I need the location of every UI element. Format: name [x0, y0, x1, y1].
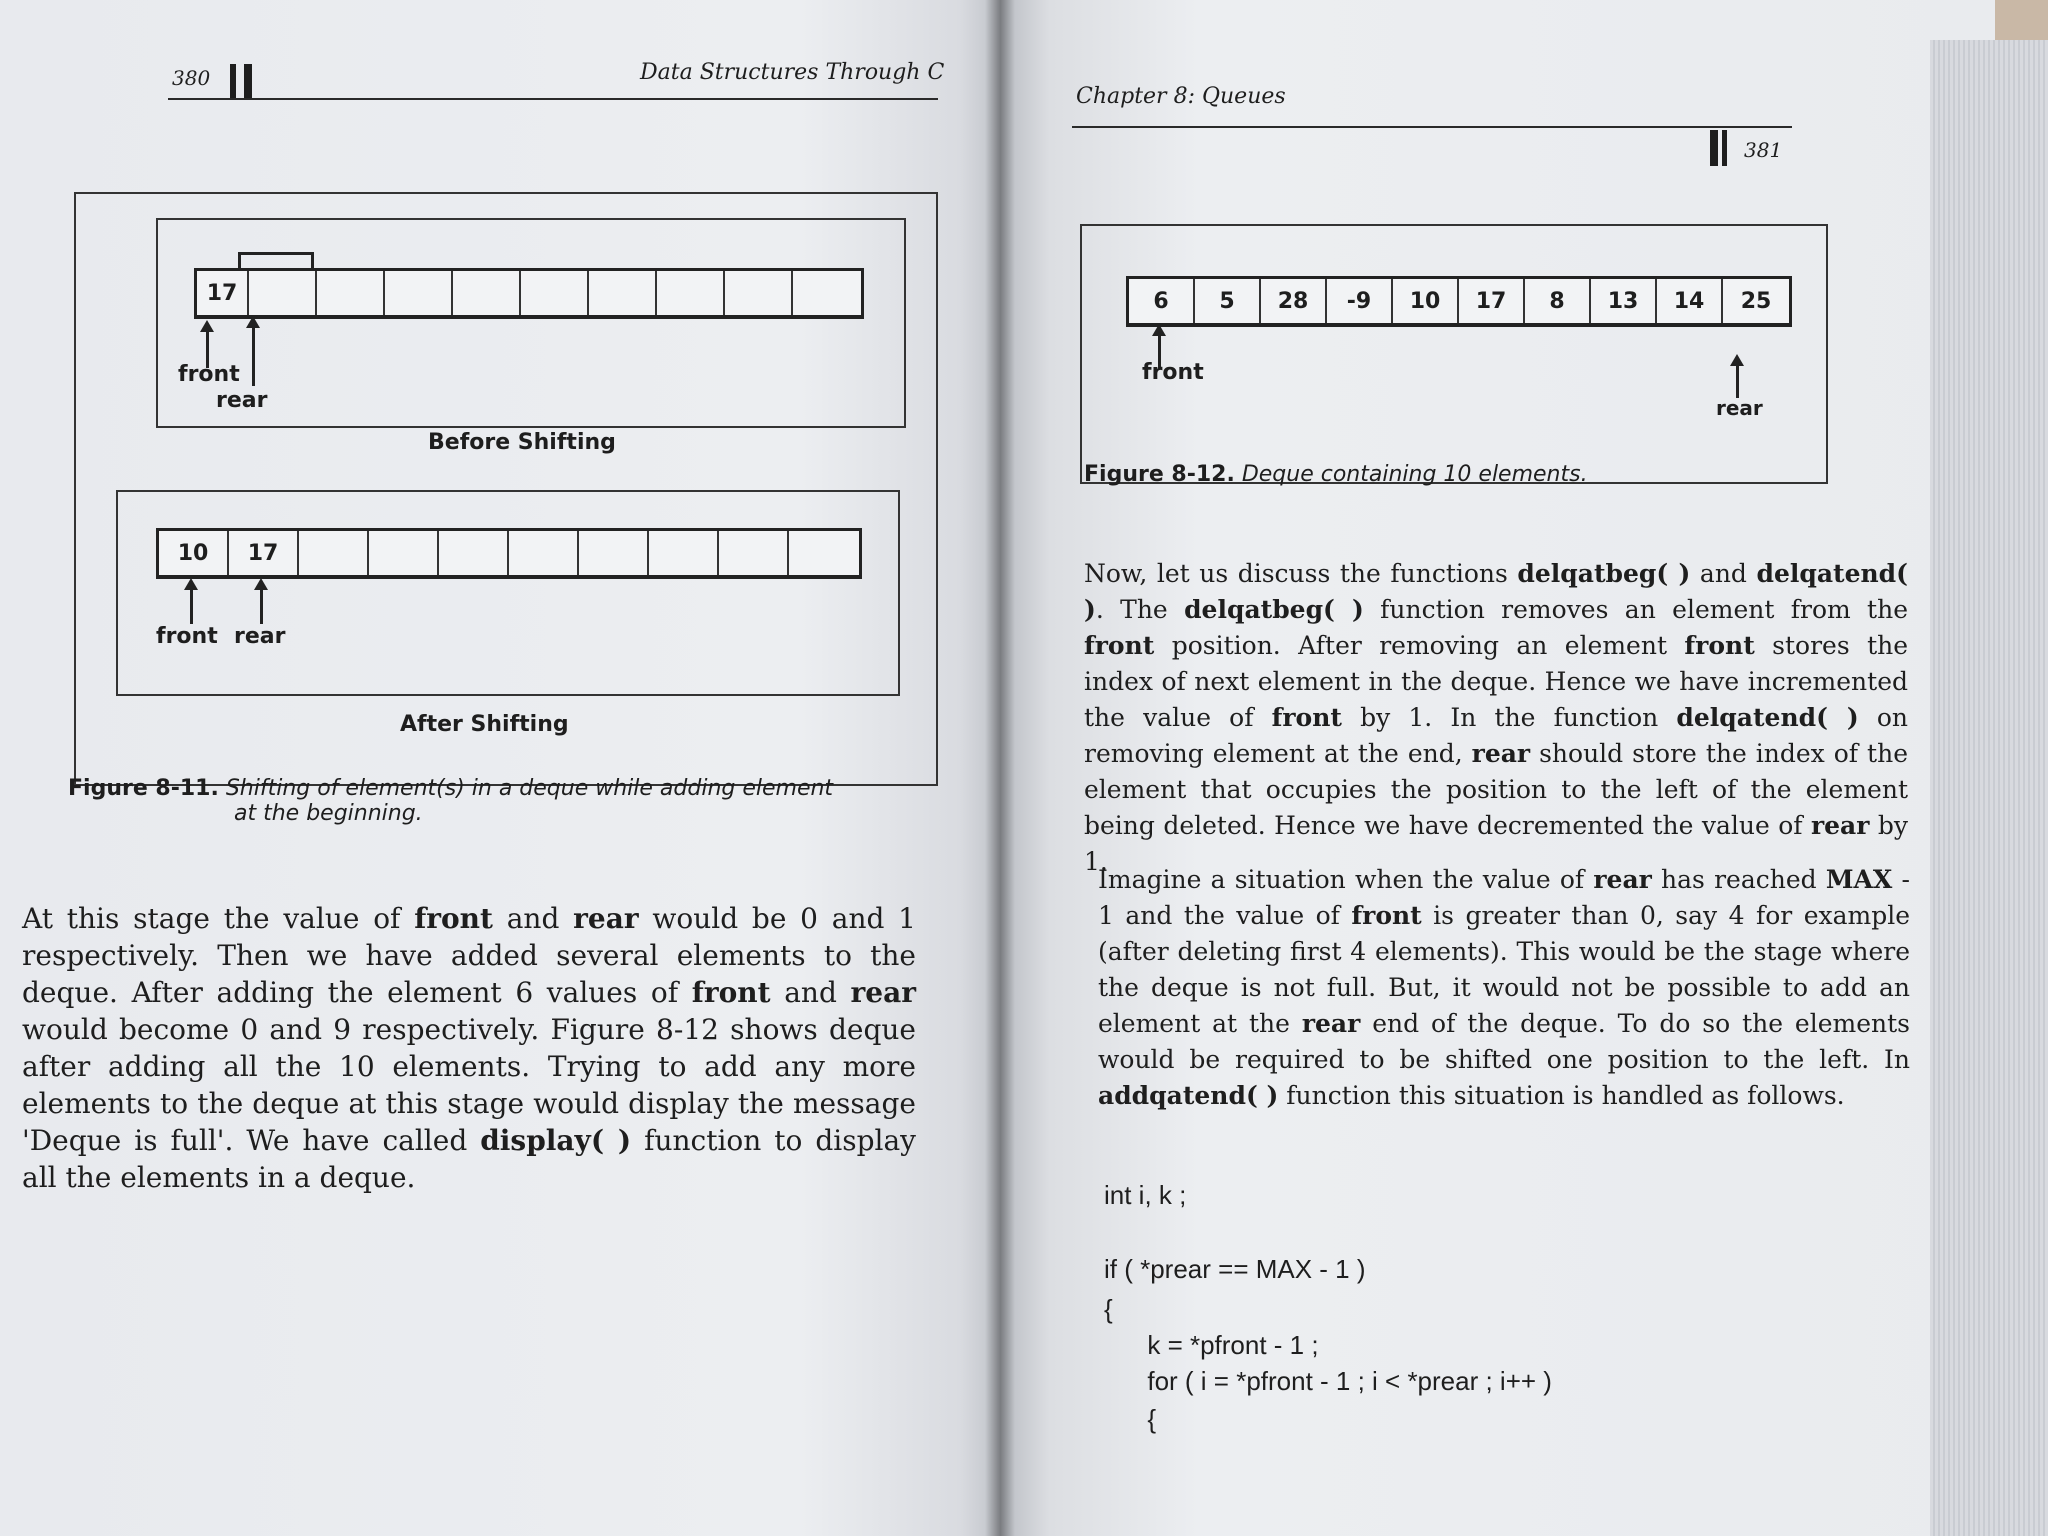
after-deque — [156, 528, 862, 579]
left-page — [0, 0, 1000, 1536]
deque-cell: 17 — [229, 531, 299, 575]
before-shifting-title: Before Shifting — [428, 430, 616, 455]
text-run: should store the index of the element that occupies the position to the left of the element being deleted. Hence we have decremented the value of — [1084, 739, 1908, 840]
front-label: front — [156, 624, 218, 649]
rear-label: rear — [234, 624, 286, 649]
deque-cell — [521, 271, 589, 315]
text-run: and — [492, 902, 574, 935]
deque-cell: 8 — [1525, 279, 1591, 323]
deque-cell: 10 — [159, 531, 229, 575]
text-run: position. After removing an element — [1154, 631, 1685, 660]
header-bar — [244, 64, 252, 100]
caption-text: Shifting of element(s) in a deque while adding element — [225, 776, 834, 801]
running-head: Chapter 8: Queues — [1076, 84, 1286, 109]
code-line: { — [1104, 1404, 1157, 1434]
after-shifting-title: After Shifting — [400, 712, 569, 737]
bold-term: front — [1271, 703, 1342, 732]
text-run: - 1 and the value of — [1098, 865, 1910, 930]
bold-term: delqatbeg( ) — [1184, 595, 1364, 624]
text-run: Now, let us discuss the functions — [1084, 559, 1518, 588]
deque-cell — [719, 531, 789, 575]
deque-cell — [509, 531, 579, 575]
front-label: front — [1142, 360, 1204, 385]
deque-cell — [589, 271, 657, 315]
header-rule — [168, 98, 938, 100]
running-head: Data Structures Through C — [640, 60, 945, 85]
front-label: front — [178, 362, 240, 387]
deque-cell: 5 — [1195, 279, 1261, 323]
deque-cell: -9 — [1327, 279, 1393, 323]
figure-8-12-frame — [1080, 224, 1828, 484]
code-line: for ( i = *pfront - 1 ; i < *prear ; i++ ) — [1104, 1366, 1552, 1396]
bold-term: delqatend( ) — [1084, 559, 1908, 624]
caption-number: Figure 8-12. — [1084, 462, 1235, 487]
text-run: end of the deque. To do so the elements would be required to be shifted one position to the left. In — [1098, 1009, 1910, 1074]
text-run: function this situation is handled as follows. — [1278, 1081, 1845, 1110]
code-line: if ( *prear == MAX - 1 ) — [1104, 1254, 1366, 1284]
header-bar — [230, 64, 236, 100]
deque-cell — [249, 271, 317, 315]
bold-term: rear — [1810, 811, 1870, 840]
text-run: function removes an element from the — [1363, 595, 1908, 624]
shift-bracket — [238, 252, 314, 269]
deque-cell: 28 — [1261, 279, 1327, 323]
deque-cell — [793, 271, 861, 315]
caption-text: Deque containing 10 elements. — [1241, 462, 1588, 487]
text-run: by 1. — [1084, 811, 1909, 876]
bold-term: rear — [1301, 1009, 1361, 1038]
rear-arrow — [252, 326, 255, 386]
bold-term: rear — [1471, 739, 1531, 768]
rear-label: rear — [216, 388, 268, 413]
bold-term: delqatbeg( ) — [1517, 559, 1691, 588]
code-line: int i, k ; — [1104, 1180, 1187, 1210]
text-run: has reached — [1651, 865, 1826, 894]
right-body-paragraph-1 — [1084, 556, 1908, 880]
rear-label: rear — [1716, 396, 1763, 420]
bold-term: rear — [1593, 865, 1652, 894]
header-bar — [1710, 130, 1718, 166]
deque-cell — [439, 531, 509, 575]
deque-cell: 10 — [1393, 279, 1459, 323]
text-run: on removing element at the end, — [1084, 703, 1908, 768]
bold-term: delqatend( ) — [1676, 703, 1859, 732]
text-run: is greater than 0, say 4 for example (after deleting first 4 elements). This would be the stage where the deque is not full. But, it would not be possible to add an element at the — [1098, 901, 1910, 1038]
text-run: Imagine a situation when the value of — [1098, 865, 1594, 894]
page-number: 381 — [1744, 138, 1783, 162]
full-deque — [1126, 276, 1792, 327]
deque-cell — [649, 531, 719, 575]
deque-cell — [725, 271, 793, 315]
bold-term: front — [1684, 631, 1755, 660]
bold-term: MAX — [1825, 865, 1893, 894]
before-deque — [194, 268, 864, 319]
deque-cell — [317, 271, 385, 315]
code-line: { — [1104, 1294, 1113, 1324]
bold-term: display( ) — [480, 1124, 632, 1157]
deque-cell: 17 — [1459, 279, 1525, 323]
text-run: and — [1690, 559, 1757, 588]
deque-cell: 13 — [1591, 279, 1657, 323]
deque-cell: 6 — [1129, 279, 1195, 323]
deque-cell — [453, 271, 521, 315]
deque-cell — [299, 531, 369, 575]
caption-text: at the beginning. — [234, 801, 423, 826]
deque-cell — [385, 271, 453, 315]
bold-term: rear — [850, 976, 917, 1009]
text-run: by 1. In the function — [1341, 703, 1677, 732]
text-run: At this stage the value of — [22, 902, 415, 935]
front-arrow — [190, 588, 193, 624]
deque-cell — [789, 531, 859, 575]
after-shifting-box — [116, 490, 900, 696]
deque-cell — [369, 531, 439, 575]
text-run: stores the index of next element in the deque. Hence we have incremented the value of — [1084, 631, 1909, 732]
book-gutter — [985, 0, 1015, 1536]
bold-term: front — [414, 902, 493, 935]
figure-8-12-caption — [1084, 462, 1588, 487]
text-run: would become 0 and 9 respectively. Figure 8-12 shows deque after adding all the 10 elements. Trying to add any more elements to the deque at this stage would display the message 'Deque is full'. We have called — [22, 1013, 916, 1157]
bold-term: rear — [573, 902, 639, 935]
caption-number: Figure 8-11. — [68, 776, 219, 801]
bold-term: addqatend( ) — [1098, 1081, 1279, 1110]
right-body-paragraph-2 — [1098, 862, 1910, 1114]
deque-cell — [579, 531, 649, 575]
page-number: 380 — [172, 66, 211, 90]
text-run: function to display all the elements in a deque. — [22, 1124, 916, 1194]
deque-cell: 25 — [1740, 288, 1772, 314]
text-run: would be 0 and 1 respectively. Then we have added several elements to the deque. After adding the element 6 values of — [22, 902, 916, 1009]
deque-cell — [657, 271, 725, 315]
figure-8-11-caption — [68, 776, 948, 826]
text-run: and — [770, 976, 851, 1009]
left-body-paragraph — [22, 900, 916, 1196]
rear-arrow — [1736, 364, 1739, 398]
code-line: k = *pfront - 1 ; — [1104, 1330, 1319, 1360]
bold-term: front — [1084, 631, 1155, 660]
before-shifting-box — [156, 218, 906, 428]
right-page — [1000, 0, 1995, 1536]
page-edges — [1930, 40, 2048, 1536]
header-bar — [1722, 130, 1727, 166]
bold-term: front — [691, 976, 771, 1009]
deque-cell: 17 — [197, 271, 249, 315]
rear-arrow — [260, 588, 263, 624]
deque-cell: 14 — [1657, 279, 1723, 323]
text-run: . The — [1095, 595, 1185, 624]
header-rule — [1072, 126, 1792, 128]
bold-term: front — [1351, 901, 1422, 930]
